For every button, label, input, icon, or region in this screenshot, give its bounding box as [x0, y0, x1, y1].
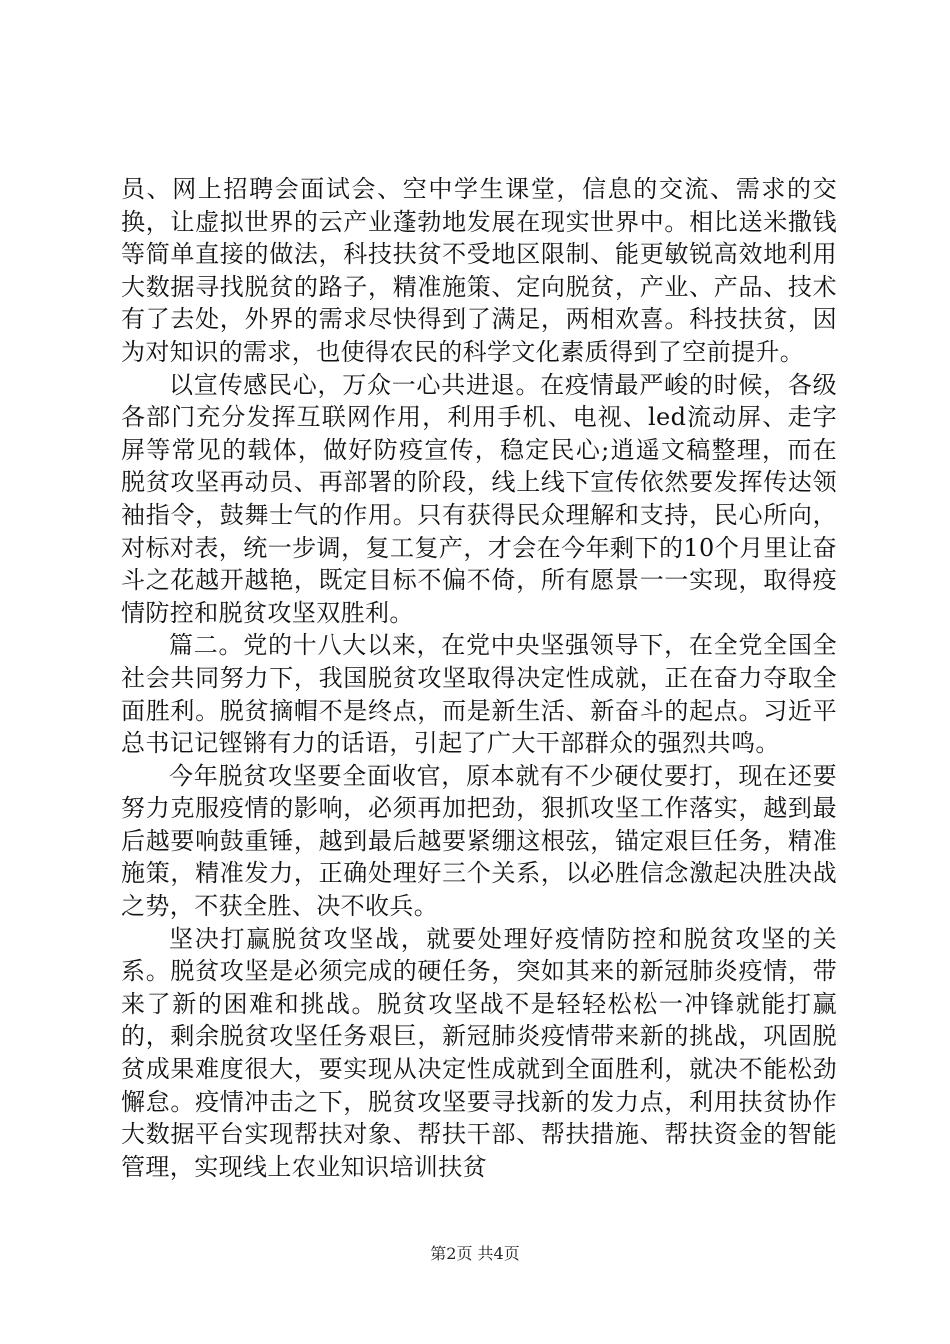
page-number-footer: 第2页 共4页: [430, 1244, 520, 1263]
paragraph-5: 坚决打赢脱贫攻坚战，就要处理好疫情防控和脱贫攻坚的关系。脱贫攻坚是必须完成的硬任务，突如其来的新冠肺炎疫情，带来了新的困难和挑战。脱贫攻坚战不是轻轻松松一冲锋就能打赢的，剩余脱贫攻坚任务艰巨，新冠肺炎疫情带来新的挑战，巩固脱贫成果难度很大，要实现从决定性成就到全面胜利，就决不能松劲懈怠。疫情冲击之下，脱贫攻坚要寻找新的发力点，利用扶贫协作大数据平台实现帮扶对象、帮扶干部、帮扶措施、帮扶资金的智能管理，实现线上农业知识培训扶贫: [121, 924, 837, 1181]
paragraph-1: 员、网上招聘会面试会、空中学生课堂，信息的交流、需求的交换，让虚拟世界的云产业蓬勃地发展在现实世界中。相比送米撒钱等简单直接的做法，科技扶贫不受地区限制、能更敏锐高效地利用大数据寻找脱贫的路子，精准施策、定向脱贫，产业、产品、技术有了去处，外界的需求尽快得到了满足，两相欢喜。科技扶贫，因为对知识的需求，也使得农民的科学文化素质得到了空前提升。: [121, 175, 837, 366]
paragraph-2: 以宣传感民心，万众一心共进退。在疫情最严峻的时候，各级各部门充分发挥互联网作用，利用手机、电视、led流动屏、走字屏等常见的载体，做好防疫宣传，稳定民心;逍遥文稿整理，而在脱贫攻坚再动员、再部署的阶段，线上线下宣传依然要发挥传达领袖指令，鼓舞士气的作用。只有获得民众理解和支持，民心所向，对标对表，统一步调，复工复产，才会在今年剩下的10个月里让奋斗之花越开越艳，既定目标不偏不倚，所有愿景一一实现，取得疫情防控和脱贫攻坚双胜利。: [121, 370, 837, 627]
document-body: [121, 173, 837, 1183]
paragraph-4: 今年脱贫攻坚要全面收官，原本就有不少硬仗要打，现在还要努力克服疫情的影响，必须再加把劲，狠抓攻坚工作落实，越到最后越要响鼓重锤，越到最后越要紧绷这根弦，锚定艰巨任务，精准施策，精准发力，正确处理好三个关系，以必胜信念激起决胜决战之势，不获全胜、决不收兵。: [121, 761, 837, 921]
paragraph-3: 篇二。党的十八大以来，在党中央坚强领导下，在全党全国全社会共同努力下，我国脱贫攻坚取得决定性成就，正在奋力夺取全面胜利。脱贫摘帽不是终点，而是新生活、新奋斗的起点。习近平总书记记铿锵有力的话语，引起了广大干部群众的强烈共鸣。: [121, 631, 837, 758]
